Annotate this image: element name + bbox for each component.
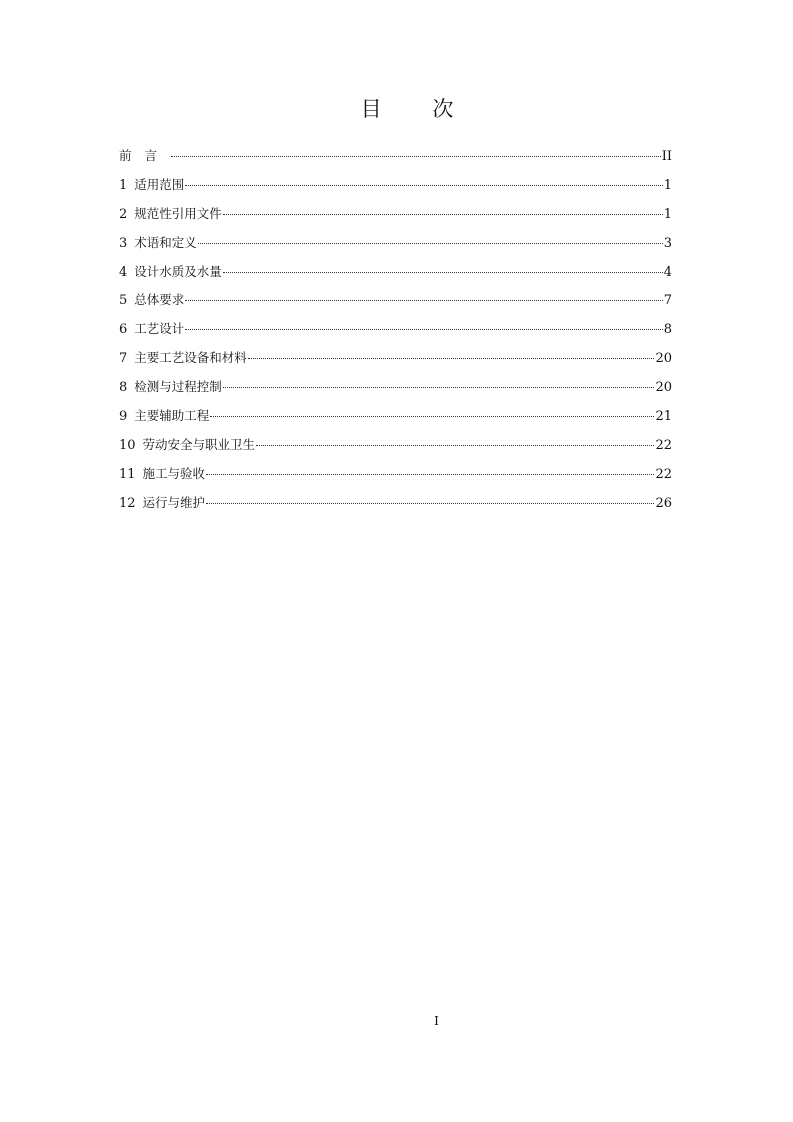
toc-leader-dots	[223, 272, 663, 273]
toc-entry-preface[interactable]	[119, 145, 672, 174]
toc-entry-page: 1	[663, 206, 672, 222]
toc-entry-page: 4	[663, 264, 672, 280]
toc-entry-label: 检测与过程控制	[134, 379, 222, 395]
toc-entry-page: II	[661, 149, 672, 164]
toc-leader-dots	[171, 156, 661, 157]
toc-leader-dots	[198, 243, 663, 244]
toc-leader-dots	[185, 300, 662, 301]
toc-entry-label: 设计水质及水量	[134, 263, 222, 279]
toc-entry-number: 8	[119, 380, 128, 396]
toc-entry-page: 26	[655, 495, 672, 511]
toc-entry-label: 主要工艺设备和材料	[134, 350, 247, 366]
toc-entry-safety-health[interactable]	[119, 434, 672, 463]
toc-entry-page: 20	[655, 351, 672, 367]
toc-leader-dots	[223, 214, 663, 215]
toc-entry-page: 1	[663, 177, 672, 193]
toc-leader-dots	[256, 445, 654, 446]
toc-entry-number: 10	[119, 437, 136, 453]
toc-entry-normative-references[interactable]	[119, 203, 672, 232]
toc-leader-dots	[206, 474, 654, 475]
toc-entry-number: 2	[119, 206, 128, 222]
toc-entry-operation-maintenance[interactable]	[119, 492, 672, 521]
toc-entry-label: 适用范围	[134, 176, 185, 192]
toc-entry-label: 术语和定义	[134, 234, 197, 250]
toc-entry-label: 工艺设计	[134, 321, 185, 337]
toc-entry-number: 7	[119, 351, 128, 367]
toc-entry-number: 12	[119, 495, 136, 511]
toc-entry-number: 5	[119, 293, 128, 309]
toc-entry-water-quality[interactable]	[119, 261, 672, 290]
toc-entry-number: 11	[119, 466, 136, 482]
toc-entry-number: 6	[119, 322, 128, 338]
toc-entry-construction-acceptance[interactable]	[119, 463, 672, 492]
toc-entry-label: 施工与验收	[142, 465, 206, 481]
toc-leader-dots	[185, 185, 662, 186]
toc-entry-process-design[interactable]	[119, 318, 672, 347]
toc-entry-terms-definitions[interactable]	[119, 232, 672, 261]
toc-entry-page: 22	[655, 437, 672, 453]
toc-entry-label: 主要辅助工程	[134, 408, 210, 424]
toc-entry-scope[interactable]	[119, 174, 672, 203]
toc-leader-dots	[248, 358, 655, 359]
toc-entry-auxiliary-works[interactable]	[119, 405, 672, 434]
toc-entry-page: 8	[663, 322, 672, 338]
toc-leader-dots	[185, 329, 662, 330]
toc-entry-page: 3	[663, 235, 672, 251]
toc-entry-label: 总体要求	[134, 292, 185, 308]
toc-entry-page: 22	[655, 466, 672, 482]
toc-entry-general-requirements[interactable]	[119, 289, 672, 318]
toc-entry-label: 运行与维护	[142, 494, 206, 510]
toc-entry-label: 规范性引用文件	[134, 205, 222, 221]
toc-leader-dots	[223, 387, 655, 388]
toc-entry-page: 7	[663, 293, 672, 309]
toc-entry-page: 21	[655, 409, 672, 425]
toc-list	[119, 145, 672, 521]
page-number: I	[434, 1014, 439, 1028]
toc-entry-number: 3	[119, 235, 128, 251]
toc-entry-number: 1	[119, 177, 128, 193]
toc-entry-label: 劳动安全与职业卫生	[142, 436, 256, 452]
toc-leader-dots	[210, 416, 654, 417]
toc-entry-equipment-materials[interactable]	[119, 347, 672, 376]
toc-entry-label: 前言	[119, 148, 171, 163]
toc-title: 目 次	[360, 97, 476, 121]
toc-entry-page: 20	[655, 380, 672, 396]
toc-leader-dots	[206, 503, 654, 504]
toc-entry-number: 4	[119, 264, 128, 280]
toc-entry-monitoring-control[interactable]	[119, 376, 672, 405]
toc-entry-number: 9	[119, 409, 128, 425]
